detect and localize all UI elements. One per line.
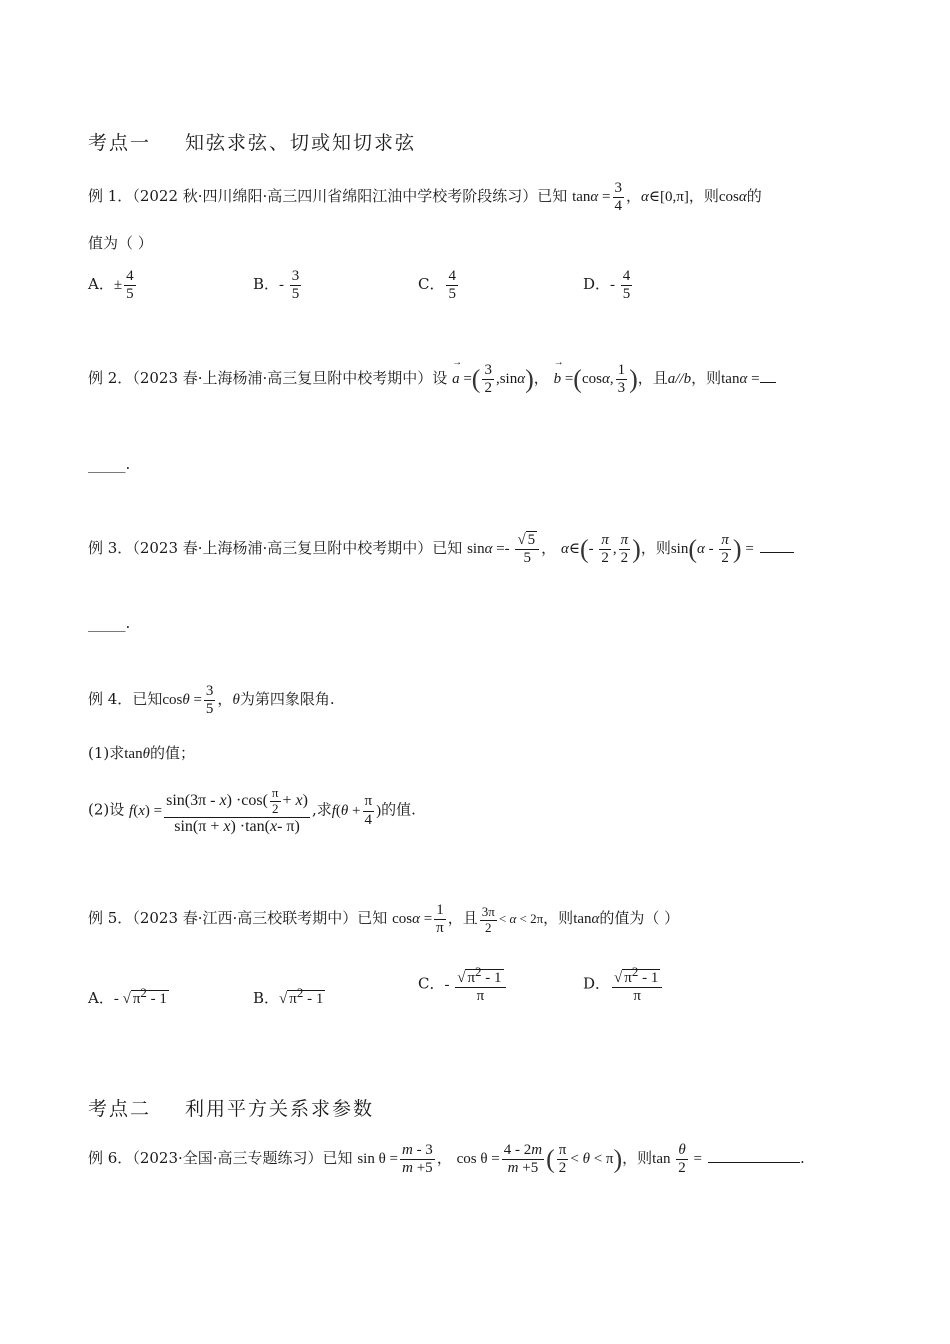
formula-tan-alpha: tanα — [573, 911, 600, 928]
text-and: ，且 — [447, 909, 478, 928]
option-value: - $\frac{4}{5}$ — [610, 268, 631, 303]
option-value: √ $\pi^2 - 1$ — [279, 985, 324, 1007]
option-value: $\frac{4}{5}$ — [448, 268, 456, 303]
option-b[interactable] — [253, 985, 325, 1008]
option-c[interactable] — [418, 965, 508, 1006]
option-label: A． — [88, 989, 114, 1007]
example-6-line1 — [88, 1142, 805, 1178]
option-a[interactable] — [88, 268, 138, 304]
example-5-line1 — [88, 902, 679, 938]
example-source: （2023 春·江西·高三校联考期中）已知 — [132, 909, 388, 928]
example-label: 例 5． — [88, 909, 133, 928]
example-1-line2 — [88, 232, 153, 253]
text-then: ，则 — [622, 1149, 653, 1168]
option-label: D． — [583, 974, 611, 993]
formula-sin-theta: sin θ = $\frac{m - 3}{m +5}$ ， — [357, 1142, 452, 1177]
example-4-q2 — [88, 786, 416, 836]
text-then: ，则 — [688, 187, 719, 206]
formula-vector-b: → b =(cosα, $\frac{1}{3}$ ) — [554, 371, 638, 387]
question-1-suffix: 的值； — [149, 744, 195, 762]
option-value: - $\frac{√ \pi^2 - 1}{\pi}$ — [444, 977, 507, 993]
question-prompt: 的值为（ ） — [599, 909, 680, 928]
question-2-mid: ,求 — [311, 800, 332, 819]
formula-cos-alpha: cosα — [718, 189, 747, 206]
example-source: （2022 秋·四川绵阳·高三四川省绵阳江油中学校考阶段练习）已知 — [132, 187, 568, 206]
section-title: 考点一 — [88, 132, 152, 154]
answer-blank-continued[interactable]: _____. — [88, 614, 131, 632]
example-2-line1: 例 2．（2023 春·上海杨浦·高三复旦附中校考期中）设 → a =( $\frac{3}{2}$ ,sinα)， → b =(cosα, $\frac{1}{3}$ )，且a//b，则tanα = — [88, 362, 776, 398]
formula-cos-theta: cosθ = $\frac{3}{5}$ ，θ — [162, 683, 240, 718]
example-label: 例 4． — [88, 690, 133, 709]
formula-vector-a: → a =( $\frac{3}{2}$ ,sinα) — [452, 371, 534, 387]
section-subtitle: 利用平方关系求参数 — [185, 1098, 375, 1120]
option-label: C． — [418, 974, 445, 993]
answer-blank-continued[interactable]: _____. — [88, 455, 131, 473]
option-d[interactable] — [583, 965, 664, 1006]
section-subtitle: 知弦求弦、切或知切求弦 — [185, 132, 417, 154]
formula-f-definition: f(x) = sin(3π - x) ·cos( $\frac{\pi}{2}$ + x) sin(π + x) ·tan(x- π) — [129, 785, 308, 835]
section-heading-1 — [88, 128, 416, 155]
example-label: 例 1． — [88, 187, 133, 206]
formula-parallel: a//b — [667, 371, 692, 388]
text-then: ，则 — [543, 909, 574, 928]
example-label: 例 2． — [88, 369, 133, 388]
example-2-line2 — [88, 455, 130, 473]
option-value: - √ $\pi^2 - 1$ — [113, 985, 167, 1007]
example-4-q1 — [88, 742, 195, 763]
formula-sin-shift: sin(α - $\frac{\pi}{2}$ ) = — [670, 532, 754, 567]
formula-cos-theta: cos θ = $\frac{4 - 2m}{m +5}$ ( $\frac{\pi}{2}$ < θ < π) — [456, 1142, 623, 1177]
answer-blank[interactable] — [760, 368, 776, 383]
option-b[interactable] — [253, 268, 303, 304]
example-label: 例 3． — [88, 539, 133, 558]
formula-f-value: f(θ + $\frac{\pi}{4}$ ) — [331, 793, 382, 828]
text-then: ，则 — [691, 369, 722, 388]
option-a[interactable] — [88, 985, 169, 1008]
text-of: 的 — [746, 187, 762, 206]
option-label: D． — [583, 275, 611, 294]
option-value: - $\frac{3}{5}$ — [279, 268, 300, 303]
formula-alpha-range: $\frac{3\pi}{2}$ < α < 2π — [481, 903, 544, 935]
section-heading-2 — [88, 1094, 374, 1121]
text-quadrant: 为第四象限角. — [239, 690, 335, 709]
example-label: 例 6． — [88, 1149, 133, 1168]
formula-cos-alpha: cosα = $\frac{1}{\pi}$ — [392, 902, 444, 937]
text-given: 已知 — [132, 690, 163, 709]
answer-blank[interactable] — [760, 538, 794, 553]
text-and: ，且 — [637, 369, 668, 388]
question-prompt: 值为（ ） — [88, 234, 153, 252]
text-then: ，则 — [640, 539, 671, 558]
question-2-prefix: (2)设 — [88, 800, 125, 819]
answer-blank[interactable] — [708, 1148, 800, 1163]
formula-alpha-range: α∈(- $\frac{\pi}{2}$ , $\frac{\pi}{2}$ ) — [560, 532, 641, 567]
option-label: B． — [253, 989, 280, 1007]
example-1-line1 — [88, 180, 762, 216]
question-2-suffix: 的值. — [381, 800, 416, 819]
option-label: B． — [253, 275, 280, 294]
option-d[interactable] — [583, 268, 634, 304]
formula-sin-alpha: sinα =- $\frac{√ 5}{5}$ ， — [467, 532, 557, 567]
example-source: （2023·全国·高三专题练习）已知 — [132, 1149, 353, 1168]
example-3-line2 — [88, 614, 130, 632]
example-source: （2023 春·上海杨浦·高三复旦附中校考期中）已知 — [132, 539, 463, 558]
option-value: $\frac{√ \pi^2 - 1}{\pi}$ — [610, 977, 664, 993]
example-3-line1 — [88, 532, 794, 568]
option-value: ± $\frac{4}{5}$ — [113, 268, 134, 303]
option-c[interactable] — [418, 268, 460, 304]
example-source: （2023 春·上海杨浦·高三复旦附中校考期中）设 — [132, 369, 448, 388]
formula-tan-alpha: tanα = — [721, 371, 760, 388]
option-label: A． — [88, 275, 114, 294]
section-title: 考点二 — [88, 1098, 152, 1120]
option-label: C． — [418, 275, 445, 294]
formula-tan-theta: tanθ — [124, 746, 150, 762]
text-period: . — [799, 1149, 805, 1168]
question-1-prefix: (1)求 — [88, 744, 125, 762]
formula-tan-alpha: tanα = $\frac{3}{4}$ ，α∈[0,π] — [572, 180, 689, 215]
example-4-line1 — [88, 683, 335, 719]
formula-tan-half-theta: tan $\frac{\theta}{2}$ = — [652, 1142, 702, 1177]
